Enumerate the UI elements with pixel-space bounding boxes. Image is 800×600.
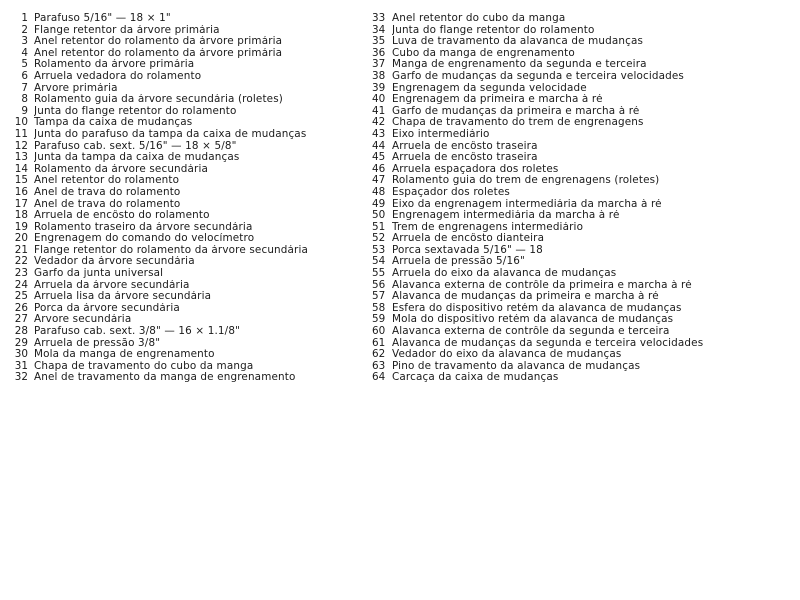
part-number: 33 bbox=[372, 13, 386, 24]
part-description: Engrenagem intermediária da marcha à ré bbox=[392, 210, 620, 222]
part-description: Arruela vedadora do rolamento bbox=[34, 70, 202, 82]
part-number: 36 bbox=[372, 47, 386, 59]
part-description: Arruela de pressão 5/16" bbox=[392, 256, 525, 268]
part-number: 58 bbox=[372, 302, 386, 314]
list-item bbox=[6, 175, 361, 187]
list-item bbox=[372, 175, 792, 187]
part-number: 9 bbox=[21, 105, 28, 117]
list-item bbox=[6, 71, 361, 83]
part-description: Árvore secundária bbox=[34, 314, 132, 326]
part-number: 24 bbox=[14, 279, 28, 291]
part-description: Alavanca externa de contrôle da segunda e terceira bbox=[392, 326, 670, 338]
part-description: Junta do parafuso da tampa da caixa de mudanças bbox=[34, 128, 307, 140]
part-number: 5 bbox=[21, 59, 28, 71]
part-number: 17 bbox=[14, 198, 28, 210]
part-number: 16 bbox=[14, 186, 28, 198]
part-description: Chapa de travamento do cubo da manga bbox=[34, 360, 254, 372]
parts-column-left bbox=[6, 13, 361, 384]
part-description: Luva de travamento da alavanca de mudanças bbox=[392, 36, 644, 48]
part-number: 48 bbox=[372, 186, 386, 198]
part-number: 25 bbox=[14, 291, 28, 303]
list-item bbox=[372, 106, 792, 118]
list-item bbox=[372, 83, 792, 95]
part-description: Flange retentor do rolamento da árvore secundária bbox=[34, 244, 309, 256]
list-item bbox=[6, 141, 361, 153]
part-description: Anel de travamento da manga de engrenamento bbox=[34, 372, 296, 384]
part-description: Porca sextavada 5/16" — 18 bbox=[392, 244, 543, 256]
part-number: 35 bbox=[372, 36, 386, 48]
part-number: 44 bbox=[372, 140, 386, 152]
part-description: Espaçador dos roletes bbox=[392, 186, 510, 198]
part-number: 64 bbox=[372, 372, 386, 384]
list-item bbox=[6, 361, 361, 373]
part-description: Anel de trava do rolamento bbox=[34, 198, 181, 210]
list-item bbox=[372, 326, 792, 338]
list-item bbox=[372, 141, 792, 153]
part-number: 6 bbox=[21, 70, 28, 82]
part-description: Eixo intermediário bbox=[392, 128, 490, 140]
part-number: 4 bbox=[21, 47, 28, 59]
part-description: Junta da tampa da caixa de mudanças bbox=[34, 152, 240, 164]
list-item bbox=[372, 303, 792, 315]
part-number: 51 bbox=[372, 221, 386, 233]
list-item bbox=[6, 233, 361, 245]
part-number: 7 bbox=[21, 82, 28, 94]
part-number: 46 bbox=[372, 163, 386, 175]
list-item bbox=[372, 280, 792, 292]
list-item bbox=[6, 280, 361, 292]
part-description: Anel retentor do rolamento da árvore primária bbox=[34, 36, 283, 48]
part-number: 22 bbox=[14, 256, 28, 268]
part-number: 62 bbox=[372, 349, 386, 361]
part-description: Rolamento guia do trem de engrenagens (roletes) bbox=[392, 175, 660, 187]
part-description: Alavanca externa de contrôle da primeira e marcha à ré bbox=[392, 279, 692, 291]
part-description: Chapa de travamento do trem de engrenagens bbox=[392, 117, 644, 129]
part-number: 12 bbox=[14, 140, 28, 152]
list-item bbox=[372, 13, 792, 25]
list-item bbox=[372, 349, 792, 361]
list-item bbox=[6, 338, 361, 350]
part-description: Alavanca de mudanças da segunda e terceira velocidades bbox=[392, 337, 704, 349]
part-description: Vedador do eixo da alavanca de mudanças bbox=[392, 349, 622, 361]
part-description: Garfo de mudanças da segunda e terceira velocidades bbox=[392, 70, 684, 82]
part-description: Arruela de encôsto do rolamento bbox=[34, 210, 210, 222]
part-number: 47 bbox=[372, 175, 386, 187]
part-description: Junta do flange retentor do rolamento bbox=[34, 105, 237, 117]
part-description: Árvore primária bbox=[34, 82, 118, 94]
part-number: 54 bbox=[372, 256, 386, 268]
part-description: Arruela de encôsto traseira bbox=[392, 140, 538, 152]
part-number: 13 bbox=[14, 152, 28, 164]
list-item bbox=[6, 94, 361, 106]
part-number: 21 bbox=[14, 244, 28, 256]
part-number: 38 bbox=[372, 70, 386, 82]
list-item bbox=[6, 36, 361, 48]
part-description: Arruela do eixo da alavanca de mudanças bbox=[392, 268, 617, 280]
list-item bbox=[6, 13, 361, 25]
list-item bbox=[6, 164, 361, 176]
part-description: Garfo de mudanças da primeira e marcha à ré bbox=[392, 105, 640, 117]
list-item bbox=[372, 361, 792, 373]
list-item bbox=[372, 36, 792, 48]
part-number: 60 bbox=[372, 326, 386, 338]
part-description: Arruela espaçadora dos roletes bbox=[392, 163, 559, 175]
part-description: Parafuso cab. sext. 3/8" — 16 × 1.1/8" bbox=[34, 326, 241, 338]
list-item bbox=[372, 338, 792, 350]
part-number: 39 bbox=[372, 82, 386, 94]
part-description: Tampa da caixa de mudanças bbox=[34, 117, 193, 129]
part-description: Rolamento da árvore secundária bbox=[34, 163, 209, 175]
part-number: 28 bbox=[14, 326, 28, 338]
part-number: 41 bbox=[372, 105, 386, 117]
list-item bbox=[6, 117, 361, 129]
part-number: 34 bbox=[372, 24, 386, 36]
list-item bbox=[372, 199, 792, 211]
part-description: Arruela da árvore secundária bbox=[34, 279, 190, 291]
part-number: 61 bbox=[372, 337, 386, 349]
list-item bbox=[372, 268, 792, 280]
part-description: Alavanca de mudanças da primeira e marcha à ré bbox=[392, 291, 659, 303]
list-item bbox=[6, 372, 361, 384]
part-number: 18 bbox=[14, 210, 28, 222]
part-number: 29 bbox=[14, 337, 28, 349]
list-item bbox=[372, 94, 792, 106]
part-description: Mola da manga de engrenamento bbox=[34, 349, 215, 361]
part-description: Esfera do dispositivo retém da alavanca de mudanças bbox=[392, 302, 682, 314]
part-number: 30 bbox=[14, 349, 28, 361]
part-number: 2 bbox=[21, 24, 28, 36]
list-item bbox=[372, 222, 792, 234]
list-item bbox=[6, 291, 361, 303]
list-item bbox=[372, 291, 792, 303]
part-number: 19 bbox=[14, 221, 28, 233]
part-description: Mola do dispositivo retém da alavanca de mudanças bbox=[392, 314, 674, 326]
list-item bbox=[372, 233, 792, 245]
list-item bbox=[6, 222, 361, 234]
list-item bbox=[6, 349, 361, 361]
part-description: Flange retentor da árvore primária bbox=[34, 24, 220, 36]
part-number: 31 bbox=[14, 360, 28, 372]
parts-column-right bbox=[372, 13, 792, 384]
list-item bbox=[372, 71, 792, 83]
list-item bbox=[6, 83, 361, 95]
part-description: Rolamento guia da árvore secundária (roletes) bbox=[34, 94, 283, 106]
part-number: 43 bbox=[372, 128, 386, 140]
part-description: Anel retentor do cubo da manga bbox=[392, 13, 566, 24]
list-item bbox=[372, 117, 792, 129]
part-number: 63 bbox=[372, 360, 386, 372]
part-description: Vedador da árvore secundária bbox=[34, 256, 195, 268]
list-item bbox=[6, 25, 361, 37]
part-number: 32 bbox=[14, 372, 28, 384]
part-description: Eixo da engrenagem intermediária da marcha à ré bbox=[392, 198, 662, 210]
part-number: 27 bbox=[14, 314, 28, 326]
part-description: Junta do flange retentor do rolamento bbox=[392, 24, 595, 36]
part-description: Arruela de encôsto traseira bbox=[392, 152, 538, 164]
list-item bbox=[6, 326, 361, 338]
part-description: Porca da árvore secundária bbox=[34, 302, 180, 314]
part-number: 42 bbox=[372, 117, 386, 129]
part-description: Pino de travamento da alavanca de mudanças bbox=[392, 360, 641, 372]
part-description: Anel retentor do rolamento da árvore primária bbox=[34, 47, 283, 59]
list-item bbox=[372, 48, 792, 60]
list-item bbox=[372, 372, 792, 384]
list-item bbox=[6, 256, 361, 268]
part-number: 14 bbox=[14, 163, 28, 175]
part-number: 23 bbox=[14, 268, 28, 280]
list-item bbox=[6, 48, 361, 60]
part-number: 1 bbox=[21, 13, 28, 24]
part-description: Cubo da manga de engrenamento bbox=[392, 47, 575, 59]
list-item bbox=[372, 256, 792, 268]
part-description: Anel retentor do rolamento bbox=[34, 175, 180, 187]
list-item bbox=[372, 164, 792, 176]
list-item bbox=[6, 303, 361, 315]
part-number: 3 bbox=[21, 36, 28, 48]
list-item bbox=[6, 210, 361, 222]
part-description: Parafuso cab. sext. 5/16" — 18 × 5/8" bbox=[34, 140, 237, 152]
part-number: 59 bbox=[372, 314, 386, 326]
part-description: Carcaça da caixa de mudanças bbox=[392, 372, 559, 384]
part-number: 37 bbox=[372, 59, 386, 71]
list-item bbox=[372, 314, 792, 326]
part-description: Arruela lisa da árvore secundária bbox=[34, 291, 212, 303]
part-number: 11 bbox=[14, 128, 28, 140]
part-description: Engrenagem da primeira e marcha à ré bbox=[392, 94, 603, 106]
list-item bbox=[6, 187, 361, 199]
part-description: Rolamento traseiro da árvore secundária bbox=[34, 221, 253, 233]
part-number: 49 bbox=[372, 198, 386, 210]
list-item bbox=[6, 59, 361, 71]
part-number: 53 bbox=[372, 244, 386, 256]
part-description: Engrenagem do comando do velocímetro bbox=[34, 233, 255, 245]
part-number: 50 bbox=[372, 210, 386, 222]
part-number: 8 bbox=[21, 94, 28, 106]
list-item bbox=[372, 245, 792, 257]
part-number: 26 bbox=[14, 302, 28, 314]
part-number: 55 bbox=[372, 268, 386, 280]
list-item bbox=[6, 268, 361, 280]
part-number: 57 bbox=[372, 291, 386, 303]
part-number: 45 bbox=[372, 152, 386, 164]
part-description: Parafuso 5/16" — 18 × 1" bbox=[34, 13, 171, 24]
list-item bbox=[372, 210, 792, 222]
part-number: 15 bbox=[14, 175, 28, 187]
part-description: Garfo da junta universal bbox=[34, 268, 164, 280]
list-item bbox=[6, 245, 361, 257]
list-item bbox=[6, 129, 361, 141]
part-description: Manga de engrenamento da segunda e terceira bbox=[392, 59, 647, 71]
part-number: 20 bbox=[14, 233, 28, 245]
list-item bbox=[6, 314, 361, 326]
part-description: Trem de engrenagens intermediário bbox=[392, 221, 584, 233]
list-item bbox=[372, 129, 792, 141]
part-description: Arruela de pressão 3/8" bbox=[34, 337, 161, 349]
list-item bbox=[6, 152, 361, 164]
part-number: 56 bbox=[372, 279, 386, 291]
list-item bbox=[372, 25, 792, 37]
list-item bbox=[372, 152, 792, 164]
part-description: Anel de trava do rolamento bbox=[34, 186, 181, 198]
part-number: 52 bbox=[372, 233, 386, 245]
part-description: Rolamento da árvore primária bbox=[34, 59, 195, 71]
list-item bbox=[6, 199, 361, 211]
list-item bbox=[372, 59, 792, 71]
list-item bbox=[372, 187, 792, 199]
part-number: 40 bbox=[372, 94, 386, 106]
list-item bbox=[6, 106, 361, 118]
part-number: 10 bbox=[14, 117, 28, 129]
part-description: Arruela de encôsto dianteira bbox=[392, 233, 545, 245]
part-description: Engrenagem da segunda velocidade bbox=[392, 82, 587, 94]
